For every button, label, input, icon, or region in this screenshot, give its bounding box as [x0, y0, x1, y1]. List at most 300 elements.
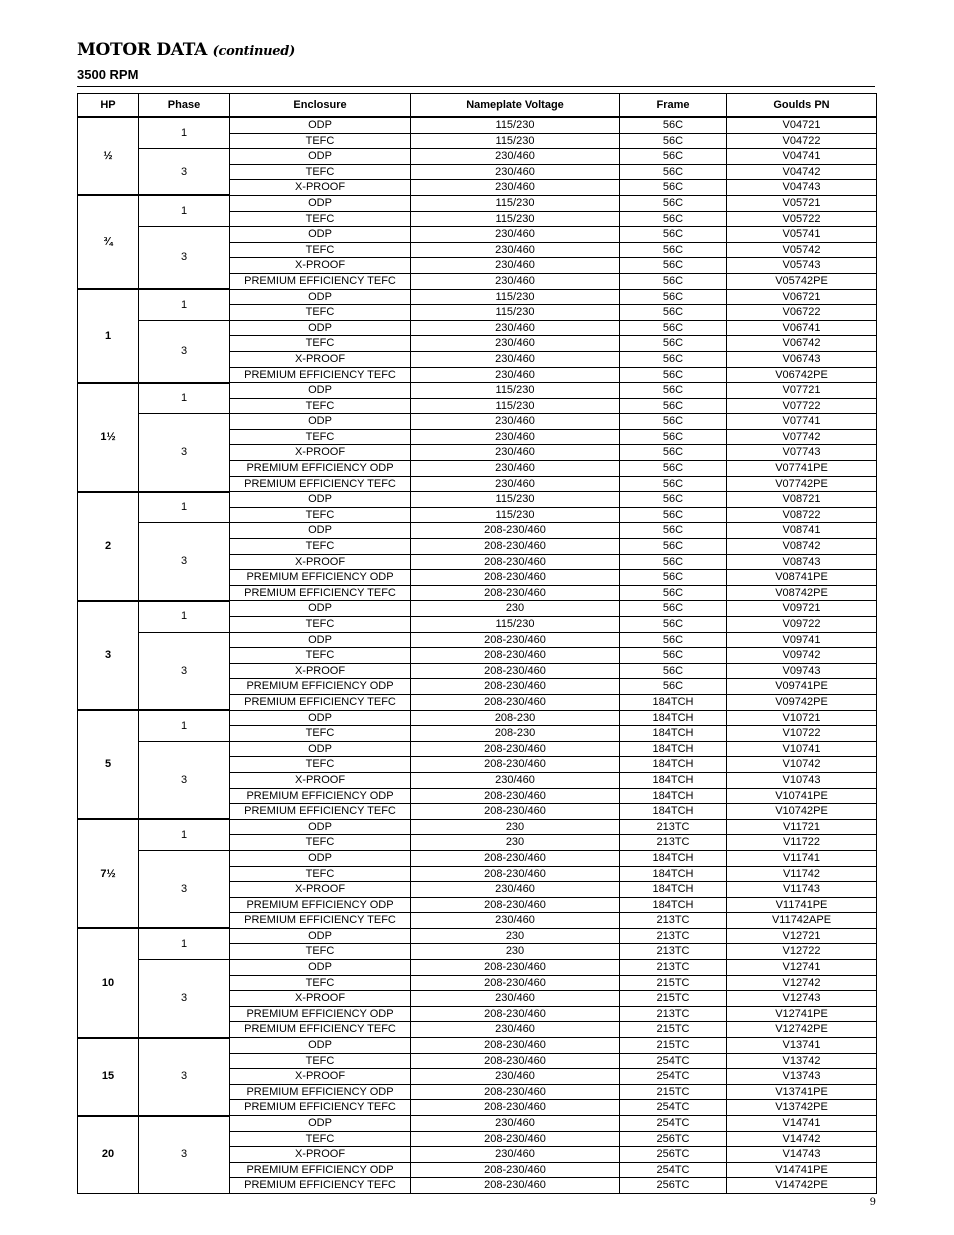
nameplate-voltage-cell: 115/230	[411, 398, 620, 414]
goulds-pn-cell: V05742PE	[727, 273, 877, 289]
phase-cell: 3	[139, 1038, 230, 1116]
enclosure-cell: PREMIUM EFFICIENCY TEFC	[230, 1022, 411, 1038]
enclosure-cell: X-PROOF	[230, 1069, 411, 1085]
nameplate-voltage-cell: 208-230/460	[411, 1162, 620, 1178]
frame-cell: 213TC	[620, 944, 727, 960]
frame-cell: 213TC	[620, 819, 727, 835]
table-row	[78, 928, 877, 944]
goulds-pn-cell: V09741	[727, 632, 877, 648]
enclosure-cell: PREMIUM EFFICIENCY ODP	[230, 897, 411, 913]
frame-cell: 56C	[620, 211, 727, 227]
phase-cell: 1	[139, 289, 230, 320]
enclosure-cell: TEFC	[230, 242, 411, 258]
frame-cell: 56C	[620, 461, 727, 477]
table-body	[78, 117, 877, 1193]
nameplate-voltage-cell: 230/460	[411, 336, 620, 352]
phase-cell: 3	[139, 850, 230, 928]
nameplate-voltage-cell: 230/460	[411, 1116, 620, 1132]
nameplate-voltage-cell: 208-230/460	[411, 897, 620, 913]
goulds-pn-cell: V10741PE	[727, 788, 877, 804]
hp-cell: 5	[78, 710, 139, 819]
frame-cell: 213TC	[620, 928, 727, 944]
frame-cell: 56C	[620, 492, 727, 508]
nameplate-voltage-cell: 208-230/460	[411, 1131, 620, 1147]
table-header	[78, 94, 877, 118]
frame-cell: 184TCH	[620, 694, 727, 710]
phase-cell: 1	[139, 819, 230, 850]
table-row	[78, 320, 877, 336]
enclosure-cell: ODP	[230, 492, 411, 508]
phase-cell: 3	[139, 632, 230, 710]
frame-cell: 213TC	[620, 1006, 727, 1022]
nameplate-voltage-cell: 208-230/460	[411, 804, 620, 820]
goulds-pn-cell: V10742PE	[727, 804, 877, 820]
nameplate-voltage-cell: 208-230	[411, 710, 620, 726]
enclosure-cell: TEFC	[230, 336, 411, 352]
enclosure-cell: X-PROOF	[230, 554, 411, 570]
frame-cell: 184TCH	[620, 866, 727, 882]
nameplate-voltage-cell: 230/460	[411, 991, 620, 1007]
goulds-pn-cell: V07721	[727, 383, 877, 399]
enclosure-cell: ODP	[230, 928, 411, 944]
enclosure-cell: PREMIUM EFFICIENCY ODP	[230, 788, 411, 804]
goulds-pn-cell: V10722	[727, 726, 877, 742]
enclosure-cell: PREMIUM EFFICIENCY TEFC	[230, 694, 411, 710]
header-enclosure: Enclosure	[230, 94, 411, 118]
enclosure-cell: ODP	[230, 1038, 411, 1054]
nameplate-voltage-cell: 115/230	[411, 289, 620, 305]
nameplate-voltage-cell: 208-230/460	[411, 850, 620, 866]
goulds-pn-cell: V13742	[727, 1053, 877, 1069]
enclosure-cell: TEFC	[230, 398, 411, 414]
frame-cell: 56C	[620, 180, 727, 196]
table-row	[78, 819, 877, 835]
nameplate-voltage-cell: 230/460	[411, 367, 620, 383]
frame-cell: 56C	[620, 351, 727, 367]
table-row	[78, 960, 877, 976]
phase-cell: 1	[139, 383, 230, 414]
enclosure-cell: TEFC	[230, 835, 411, 851]
goulds-pn-cell: V14742	[727, 1131, 877, 1147]
goulds-pn-cell: V04722	[727, 133, 877, 149]
phase-cell: 3	[139, 960, 230, 1038]
goulds-pn-cell: V08741PE	[727, 570, 877, 586]
nameplate-voltage-cell: 230/460	[411, 913, 620, 929]
enclosure-cell: PREMIUM EFFICIENCY TEFC	[230, 1178, 411, 1194]
nameplate-voltage-cell: 208-230/460	[411, 539, 620, 555]
table-row	[78, 414, 877, 430]
header-nameplate-voltage: Nameplate Voltage	[411, 94, 620, 118]
nameplate-voltage-cell: 208-230/460	[411, 960, 620, 976]
phase-cell: 3	[139, 320, 230, 382]
nameplate-voltage-cell: 115/230	[411, 383, 620, 399]
nameplate-voltage-cell: 208-230/460	[411, 648, 620, 664]
frame-cell: 56C	[620, 117, 727, 133]
frame-cell: 56C	[620, 445, 727, 461]
goulds-pn-cell: V11722	[727, 835, 877, 851]
enclosure-cell: ODP	[230, 960, 411, 976]
goulds-pn-cell: V12741PE	[727, 1006, 877, 1022]
enclosure-cell: ODP	[230, 227, 411, 243]
goulds-pn-cell: V09721	[727, 601, 877, 617]
goulds-pn-cell: V12742	[727, 975, 877, 991]
goulds-pn-cell: V07742	[727, 429, 877, 445]
goulds-pn-cell: V10743	[727, 772, 877, 788]
frame-cell: 184TCH	[620, 757, 727, 773]
nameplate-voltage-cell: 115/230	[411, 507, 620, 523]
frame-cell: 56C	[620, 648, 727, 664]
title-suffix: (continued)	[212, 44, 295, 59]
enclosure-cell: ODP	[230, 632, 411, 648]
frame-cell: 56C	[620, 227, 727, 243]
frame-cell: 215TC	[620, 1022, 727, 1038]
frame-cell: 254TC	[620, 1162, 727, 1178]
header-goulds-pn: Goulds PN	[727, 94, 877, 118]
goulds-pn-cell: V07742PE	[727, 476, 877, 492]
title-text: MOTOR DATA	[77, 40, 208, 60]
goulds-pn-cell: V09742	[727, 648, 877, 664]
phase-cell: 1	[139, 492, 230, 523]
frame-cell: 254TC	[620, 1100, 727, 1116]
nameplate-voltage-cell: 208-230/460	[411, 570, 620, 586]
enclosure-cell: TEFC	[230, 1131, 411, 1147]
phase-cell: 3	[139, 149, 230, 196]
table-row	[78, 601, 877, 617]
nameplate-voltage-cell: 115/230	[411, 133, 620, 149]
goulds-pn-cell: V07741	[727, 414, 877, 430]
frame-cell: 215TC	[620, 975, 727, 991]
enclosure-cell: X-PROOF	[230, 882, 411, 898]
nameplate-voltage-cell: 230/460	[411, 149, 620, 165]
nameplate-voltage-cell: 230/460	[411, 351, 620, 367]
enclosure-cell: TEFC	[230, 211, 411, 227]
phase-cell: 3	[139, 227, 230, 289]
frame-cell: 56C	[620, 414, 727, 430]
hp-cell: 7½	[78, 819, 139, 928]
nameplate-voltage-cell: 208-230/460	[411, 632, 620, 648]
nameplate-voltage-cell: 208-230/460	[411, 554, 620, 570]
goulds-pn-cell: V14741PE	[727, 1162, 877, 1178]
goulds-pn-cell: V12721	[727, 928, 877, 944]
enclosure-cell: PREMIUM EFFICIENCY TEFC	[230, 1100, 411, 1116]
frame-cell: 56C	[620, 507, 727, 523]
hp-cell: ½	[78, 117, 139, 195]
nameplate-voltage-cell: 230/460	[411, 772, 620, 788]
enclosure-cell: ODP	[230, 819, 411, 835]
table-row	[78, 289, 877, 305]
motor-data-table	[77, 93, 877, 1194]
frame-cell: 56C	[620, 601, 727, 617]
frame-cell: 56C	[620, 367, 727, 383]
frame-cell: 184TCH	[620, 882, 727, 898]
frame-cell: 56C	[620, 679, 727, 695]
section-subtitle: 3500 RPM	[77, 67, 139, 82]
page-title	[77, 40, 295, 60]
frame-cell: 184TCH	[620, 772, 727, 788]
enclosure-cell: TEFC	[230, 507, 411, 523]
frame-cell: 56C	[620, 632, 727, 648]
frame-cell: 184TCH	[620, 726, 727, 742]
enclosure-cell: X-PROOF	[230, 180, 411, 196]
enclosure-cell: X-PROOF	[230, 772, 411, 788]
enclosure-cell: ODP	[230, 289, 411, 305]
goulds-pn-cell: V05742	[727, 242, 877, 258]
enclosure-cell: PREMIUM EFFICIENCY TEFC	[230, 913, 411, 929]
nameplate-voltage-cell: 115/230	[411, 117, 620, 133]
goulds-pn-cell: V13741	[727, 1038, 877, 1054]
hp-cell: 1	[78, 289, 139, 383]
goulds-pn-cell: V05721	[727, 195, 877, 211]
goulds-pn-cell: V12741	[727, 960, 877, 976]
nameplate-voltage-cell: 230	[411, 928, 620, 944]
enclosure-cell: ODP	[230, 320, 411, 336]
phase-cell: 3	[139, 414, 230, 492]
enclosure-cell: ODP	[230, 1116, 411, 1132]
enclosure-cell: ODP	[230, 195, 411, 211]
frame-cell: 56C	[620, 195, 727, 211]
nameplate-voltage-cell: 208-230/460	[411, 1053, 620, 1069]
nameplate-voltage-cell: 230	[411, 835, 620, 851]
frame-cell: 56C	[620, 539, 727, 555]
nameplate-voltage-cell: 230/460	[411, 882, 620, 898]
enclosure-cell: X-PROOF	[230, 991, 411, 1007]
nameplate-voltage-cell: 208-230/460	[411, 663, 620, 679]
frame-cell: 56C	[620, 149, 727, 165]
phase-cell: 3	[139, 523, 230, 601]
goulds-pn-cell: V06742	[727, 336, 877, 352]
frame-cell: 56C	[620, 398, 727, 414]
phase-cell: 1	[139, 601, 230, 632]
frame-cell: 215TC	[620, 1038, 727, 1054]
frame-cell: 213TC	[620, 835, 727, 851]
frame-cell: 56C	[620, 663, 727, 679]
goulds-pn-cell: V08721	[727, 492, 877, 508]
goulds-pn-cell: V04743	[727, 180, 877, 196]
enclosure-cell: TEFC	[230, 539, 411, 555]
table-row	[78, 523, 877, 539]
enclosure-cell: PREMIUM EFFICIENCY ODP	[230, 1084, 411, 1100]
enclosure-cell: TEFC	[230, 944, 411, 960]
goulds-pn-cell: V08741	[727, 523, 877, 539]
enclosure-cell: TEFC	[230, 1053, 411, 1069]
enclosure-cell: TEFC	[230, 866, 411, 882]
phase-cell: 3	[139, 741, 230, 819]
table-row	[78, 149, 877, 165]
hp-cell: 1½	[78, 383, 139, 492]
hp-cell: ¾	[78, 195, 139, 289]
page-number: 9	[869, 1197, 876, 1208]
goulds-pn-cell: V10742	[727, 757, 877, 773]
enclosure-cell: TEFC	[230, 617, 411, 633]
enclosure-cell: PREMIUM EFFICIENCY ODP	[230, 570, 411, 586]
enclosure-cell: PREMIUM EFFICIENCY TEFC	[230, 367, 411, 383]
goulds-pn-cell: V06742PE	[727, 367, 877, 383]
enclosure-cell: TEFC	[230, 429, 411, 445]
goulds-pn-cell: V07743	[727, 445, 877, 461]
enclosure-cell: X-PROOF	[230, 351, 411, 367]
enclosure-cell: ODP	[230, 850, 411, 866]
frame-cell: 56C	[620, 570, 727, 586]
enclosure-cell: TEFC	[230, 648, 411, 664]
enclosure-cell: X-PROOF	[230, 663, 411, 679]
enclosure-cell: TEFC	[230, 975, 411, 991]
nameplate-voltage-cell: 115/230	[411, 617, 620, 633]
enclosure-cell: TEFC	[230, 305, 411, 321]
table-row	[78, 1038, 877, 1054]
frame-cell: 56C	[620, 289, 727, 305]
goulds-pn-cell: V05722	[727, 211, 877, 227]
frame-cell: 254TC	[620, 1069, 727, 1085]
goulds-pn-cell: V10741	[727, 741, 877, 757]
goulds-pn-cell: V14743	[727, 1147, 877, 1163]
nameplate-voltage-cell: 115/230	[411, 492, 620, 508]
goulds-pn-cell: V11743	[727, 882, 877, 898]
header-phase: Phase	[139, 94, 230, 118]
nameplate-voltage-cell: 230/460	[411, 429, 620, 445]
frame-cell: 56C	[620, 258, 727, 274]
frame-cell: 56C	[620, 273, 727, 289]
nameplate-voltage-cell: 230/460	[411, 1147, 620, 1163]
frame-cell: 56C	[620, 429, 727, 445]
phase-cell: 1	[139, 928, 230, 959]
phase-cell: 3	[139, 1116, 230, 1194]
frame-cell: 56C	[620, 336, 727, 352]
goulds-pn-cell: V11721	[727, 819, 877, 835]
goulds-pn-cell: V08722	[727, 507, 877, 523]
goulds-pn-cell: V04721	[727, 117, 877, 133]
frame-cell: 56C	[620, 320, 727, 336]
enclosure-cell: ODP	[230, 414, 411, 430]
frame-cell: 256TC	[620, 1147, 727, 1163]
hp-cell: 10	[78, 928, 139, 1037]
goulds-pn-cell: V07741PE	[727, 461, 877, 477]
nameplate-voltage-cell: 230/460	[411, 180, 620, 196]
nameplate-voltage-cell: 208-230/460	[411, 523, 620, 539]
goulds-pn-cell: V14741	[727, 1116, 877, 1132]
frame-cell: 56C	[620, 133, 727, 149]
goulds-pn-cell: V08742	[727, 539, 877, 555]
nameplate-voltage-cell: 208-230/460	[411, 694, 620, 710]
table-row	[78, 741, 877, 757]
enclosure-cell: ODP	[230, 149, 411, 165]
frame-cell: 184TCH	[620, 850, 727, 866]
nameplate-voltage-cell: 115/230	[411, 211, 620, 227]
goulds-pn-cell: V08743	[727, 554, 877, 570]
nameplate-voltage-cell: 208-230/460	[411, 1100, 620, 1116]
nameplate-voltage-cell: 230/460	[411, 1069, 620, 1085]
frame-cell: 56C	[620, 617, 727, 633]
nameplate-voltage-cell: 208-230	[411, 726, 620, 742]
enclosure-cell: PREMIUM EFFICIENCY TEFC	[230, 585, 411, 601]
goulds-pn-cell: V09743	[727, 663, 877, 679]
table-row	[78, 492, 877, 508]
enclosure-cell: ODP	[230, 117, 411, 133]
goulds-pn-cell: V07722	[727, 398, 877, 414]
goulds-pn-cell: V13742PE	[727, 1100, 877, 1116]
frame-cell: 215TC	[620, 991, 727, 1007]
enclosure-cell: PREMIUM EFFICIENCY ODP	[230, 1006, 411, 1022]
nameplate-voltage-cell: 230/460	[411, 476, 620, 492]
nameplate-voltage-cell: 208-230/460	[411, 1006, 620, 1022]
nameplate-voltage-cell: 208-230/460	[411, 757, 620, 773]
goulds-pn-cell: V12742PE	[727, 1022, 877, 1038]
goulds-pn-cell: V05741	[727, 227, 877, 243]
phase-cell: 1	[139, 710, 230, 741]
nameplate-voltage-cell: 230	[411, 944, 620, 960]
nameplate-voltage-cell: 230/460	[411, 258, 620, 274]
nameplate-voltage-cell: 208-230/460	[411, 975, 620, 991]
goulds-pn-cell: V11742APE	[727, 913, 877, 929]
goulds-pn-cell: V14742PE	[727, 1178, 877, 1194]
goulds-pn-cell: V06743	[727, 351, 877, 367]
goulds-pn-cell: V13741PE	[727, 1084, 877, 1100]
table-row	[78, 383, 877, 399]
header-frame: Frame	[620, 94, 727, 118]
enclosure-cell: PREMIUM EFFICIENCY ODP	[230, 1162, 411, 1178]
nameplate-voltage-cell: 208-230/460	[411, 788, 620, 804]
nameplate-voltage-cell: 115/230	[411, 305, 620, 321]
frame-cell: 56C	[620, 476, 727, 492]
hp-cell: 3	[78, 601, 139, 710]
nameplate-voltage-cell: 230/460	[411, 273, 620, 289]
enclosure-cell: TEFC	[230, 133, 411, 149]
nameplate-voltage-cell: 208-230/460	[411, 1038, 620, 1054]
frame-cell: 184TCH	[620, 788, 727, 804]
header-hp: HP	[78, 94, 139, 118]
goulds-pn-cell: V11741	[727, 850, 877, 866]
enclosure-cell: ODP	[230, 383, 411, 399]
goulds-pn-cell: V12743	[727, 991, 877, 1007]
phase-cell: 1	[139, 195, 230, 226]
goulds-pn-cell: V11742	[727, 866, 877, 882]
table-row	[78, 1116, 877, 1132]
nameplate-voltage-cell: 230/460	[411, 320, 620, 336]
enclosure-cell: PREMIUM EFFICIENCY ODP	[230, 461, 411, 477]
nameplate-voltage-cell: 230/460	[411, 1022, 620, 1038]
nameplate-voltage-cell: 208-230/460	[411, 679, 620, 695]
enclosure-cell: PREMIUM EFFICIENCY TEFC	[230, 273, 411, 289]
enclosure-cell: ODP	[230, 601, 411, 617]
table-row	[78, 227, 877, 243]
table-row	[78, 850, 877, 866]
goulds-pn-cell: V06741	[727, 320, 877, 336]
goulds-pn-cell: V13743	[727, 1069, 877, 1085]
goulds-pn-cell: V11741PE	[727, 897, 877, 913]
frame-cell: 56C	[620, 383, 727, 399]
goulds-pn-cell: V04741	[727, 149, 877, 165]
goulds-pn-cell: V04742	[727, 164, 877, 180]
table-row	[78, 195, 877, 211]
goulds-pn-cell: V09722	[727, 617, 877, 633]
nameplate-voltage-cell: 230	[411, 601, 620, 617]
nameplate-voltage-cell: 230/460	[411, 227, 620, 243]
goulds-pn-cell: V12722	[727, 944, 877, 960]
goulds-pn-cell: V06721	[727, 289, 877, 305]
hp-cell: 20	[78, 1116, 139, 1194]
frame-cell: 256TC	[620, 1131, 727, 1147]
enclosure-cell: PREMIUM EFFICIENCY TEFC	[230, 476, 411, 492]
frame-cell: 215TC	[620, 1084, 727, 1100]
nameplate-voltage-cell: 230	[411, 819, 620, 835]
frame-cell: 56C	[620, 164, 727, 180]
goulds-pn-cell: V06722	[727, 305, 877, 321]
hp-cell: 15	[78, 1038, 139, 1116]
nameplate-voltage-cell: 230/460	[411, 414, 620, 430]
enclosure-cell: X-PROOF	[230, 258, 411, 274]
nameplate-voltage-cell: 230/460	[411, 242, 620, 258]
enclosure-cell: TEFC	[230, 726, 411, 742]
frame-cell: 184TCH	[620, 897, 727, 913]
